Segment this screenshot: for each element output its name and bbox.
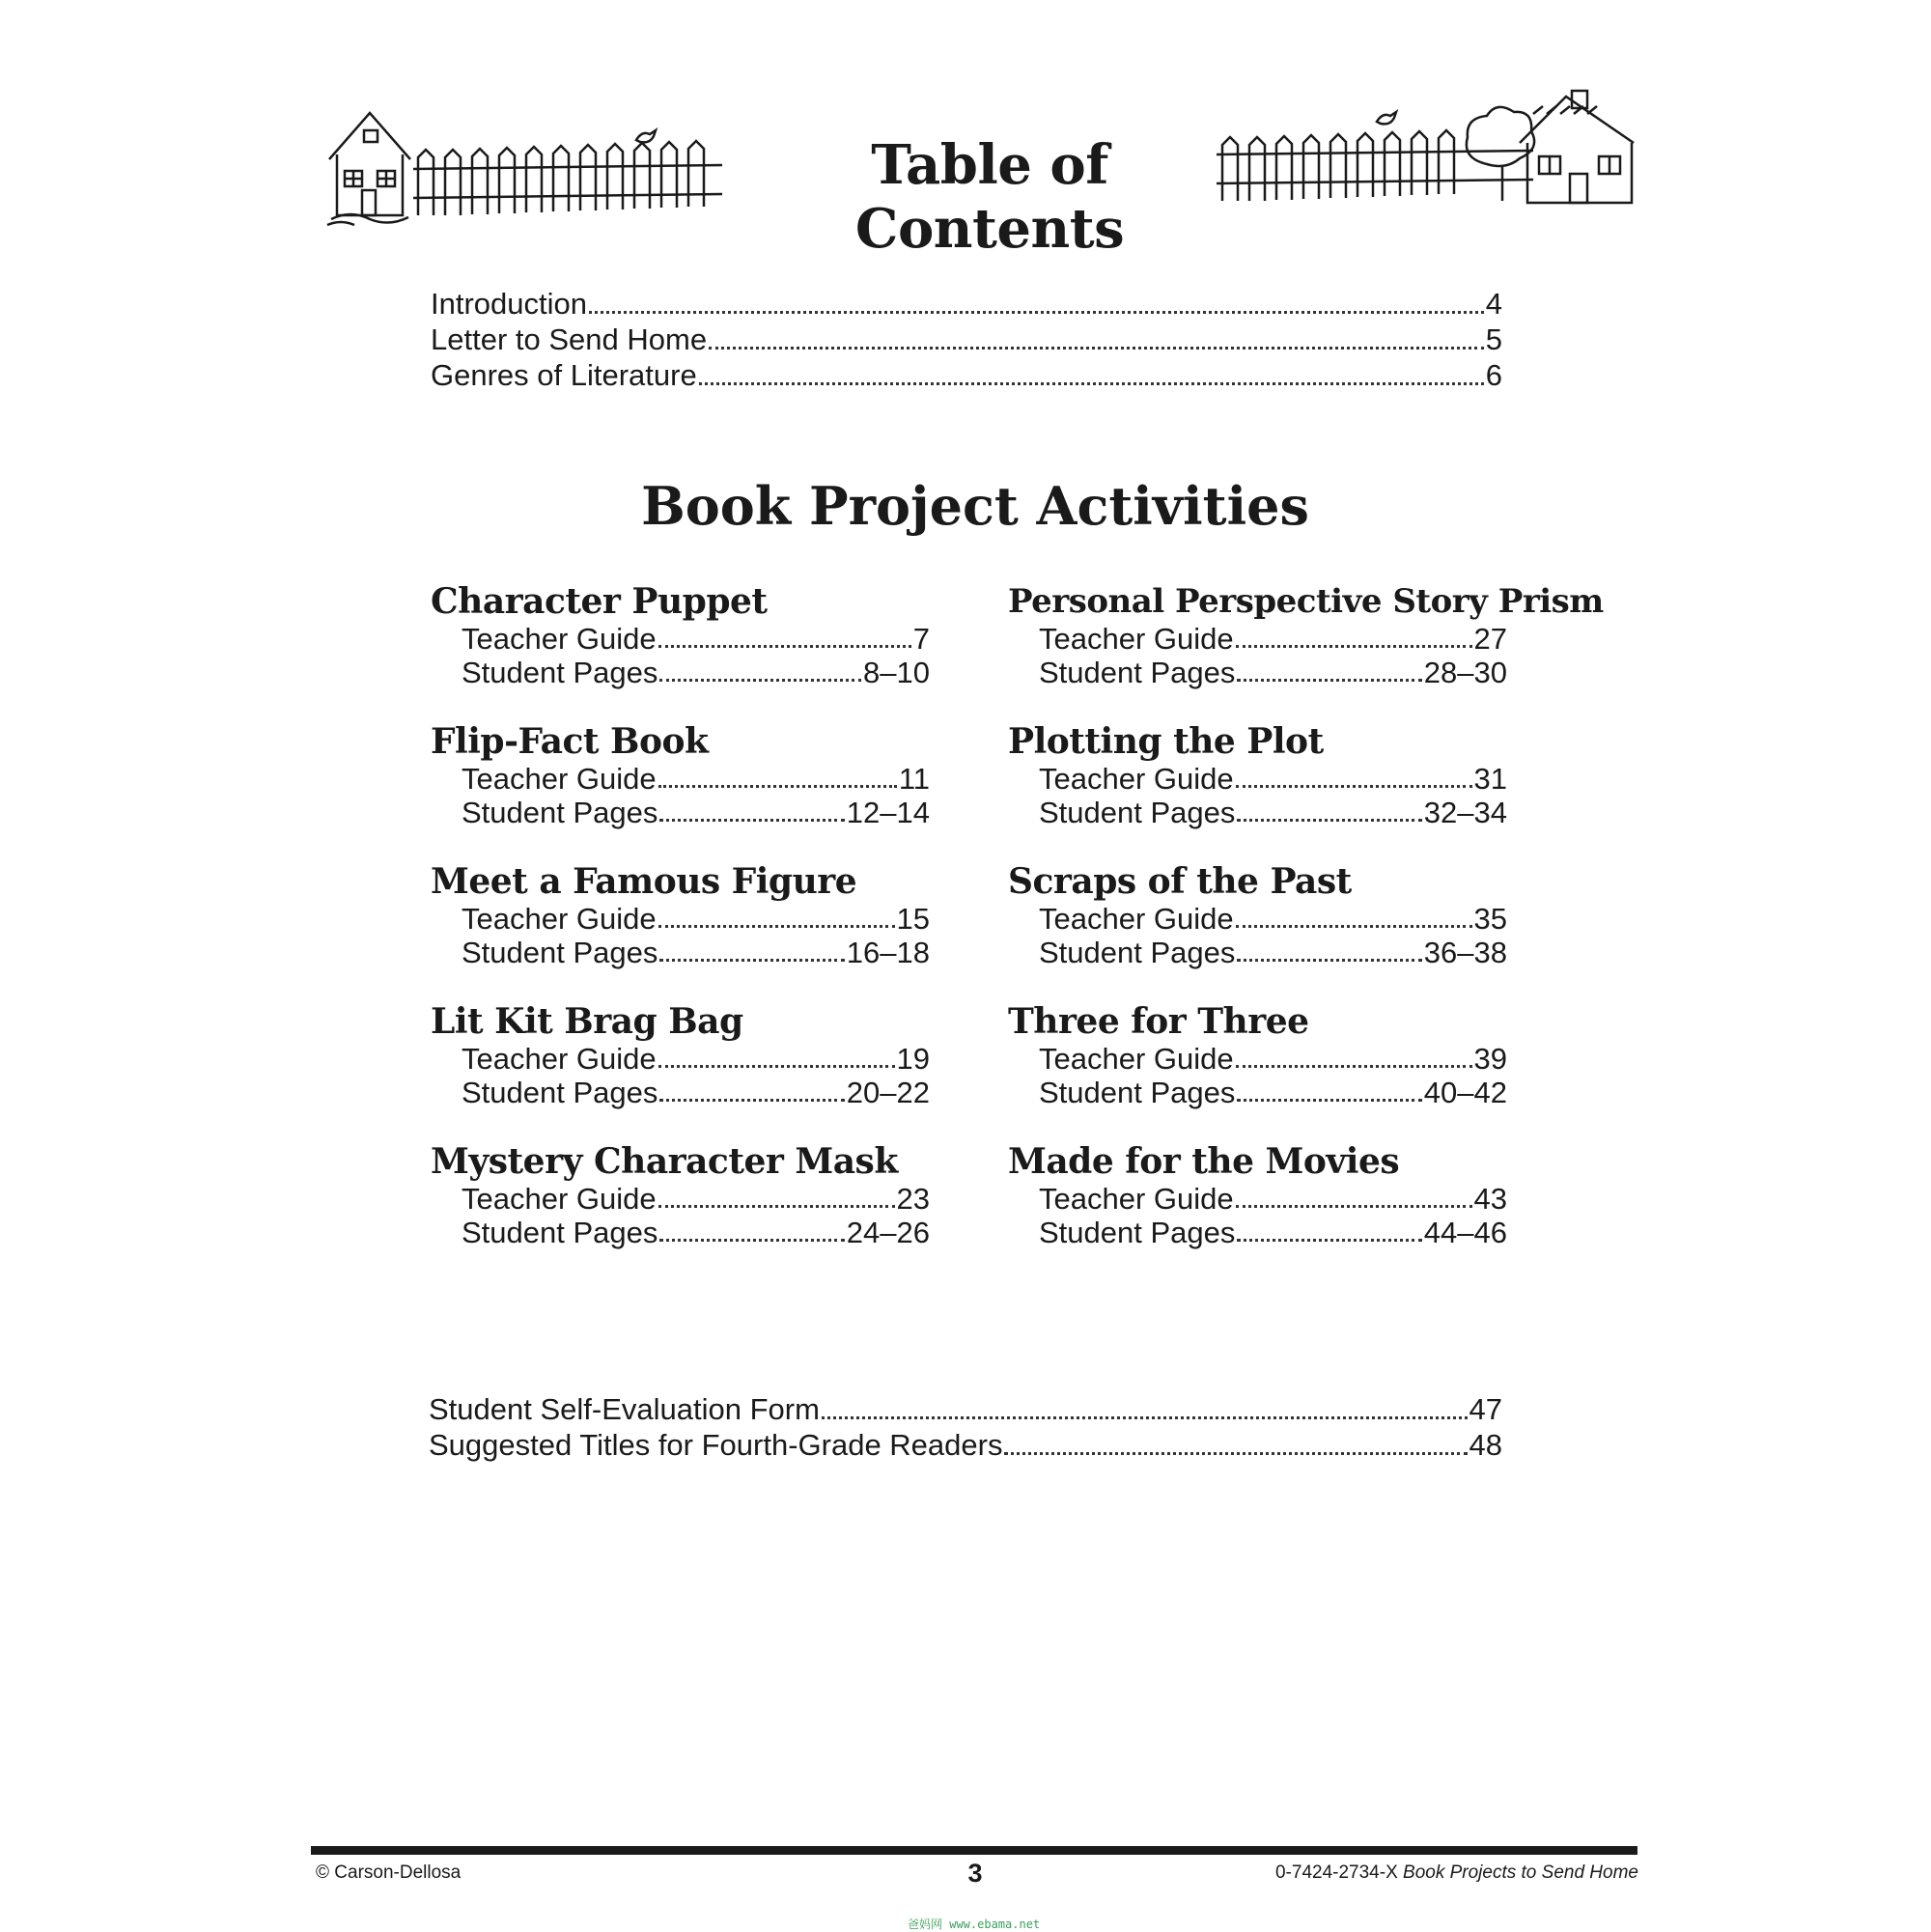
student-pages-entry[interactable] [1039,1216,1507,1249]
activity-title: Plotting the Plot [1008,721,1324,762]
house-fence-illustration-right [1215,87,1639,217]
isbn: 0-7424-2734-X [1274,1862,1398,1883]
teacher-guide-entry[interactable] [1039,622,1507,656]
dot-leader [1237,1239,1421,1242]
teacher-guide-entry[interactable] [1039,1042,1507,1076]
entry-page: 44–46 [1423,1216,1507,1249]
activity-title: Meet a Famous Figure [431,861,857,902]
dot-leader [1236,925,1472,928]
entry-label: Student Pages [1039,1216,1236,1249]
teacher-guide-entry[interactable] [462,622,930,656]
entry-label: Student Pages [1039,1076,1236,1109]
dot-leader [658,645,911,648]
entry-page: 40–42 [1423,1076,1507,1109]
teacher-guide-entry[interactable] [1039,762,1507,796]
activity-block [431,1001,928,1109]
toc-entry-label: Letter to Send Home [431,322,708,356]
student-pages-entry[interactable] [1039,656,1507,689]
student-pages-entry[interactable] [462,796,930,829]
entry-page: 27 [1473,622,1507,656]
watermark: 爸妈网 www.ebama.net [908,1918,1041,1931]
activity-title: Character Puppet [431,581,768,622]
toc-entry-letter[interactable] [431,322,1502,357]
dot-leader [659,1239,844,1242]
student-pages-entry[interactable] [1039,936,1507,969]
intro-toc-list [431,286,1502,393]
footer-rule [311,1846,1637,1855]
toc-entry-self-evaluation[interactable] [429,1391,1502,1427]
dot-leader [1237,959,1421,962]
activity-block [431,581,928,689]
toc-entry-introduction[interactable] [431,286,1502,322]
entry-page: 8–10 [863,656,930,689]
dot-leader [589,311,1484,314]
entry-label: Student Pages [462,1216,658,1249]
dot-leader [659,679,861,682]
entry-page: 28–30 [1423,656,1507,689]
dot-leader [822,1416,1468,1419]
dot-leader [1004,1452,1467,1455]
activity-title: Mystery Character Mask [431,1141,898,1182]
dot-leader [699,382,1484,385]
activity-block [1008,1141,1505,1249]
toc-entry-label: Student Self-Evaluation Form [429,1392,820,1426]
section-title: Book Project Activities [641,475,1309,537]
toc-entry-page: 48 [1469,1428,1502,1462]
toc-entry-genres[interactable] [431,357,1502,393]
activity-block [431,721,928,829]
teacher-guide-entry[interactable] [462,1042,930,1076]
student-pages-entry[interactable] [462,1076,930,1109]
dot-leader [659,819,844,822]
student-pages-entry[interactable] [462,1216,930,1249]
entry-page: 43 [1473,1182,1507,1216]
toc-entry-suggested-titles[interactable] [429,1427,1502,1463]
entry-page: 39 [1473,1042,1507,1076]
dot-leader [659,1099,844,1102]
entry-label: Teacher Guide [1039,762,1234,796]
dot-leader [1236,785,1472,788]
entry-label: Student Pages [462,936,658,969]
book-identifier [1275,1862,1638,1884]
dot-leader [658,925,895,928]
entry-label: Student Pages [1039,656,1236,689]
toc-entry-label: Genres of Literature [431,358,697,392]
entry-label: Teacher Guide [1039,1182,1234,1216]
student-pages-entry[interactable] [1039,1076,1507,1109]
house-fence-illustration-left [322,101,727,232]
activity-title: Flip-Fact Book [431,721,709,762]
activity-title: Scraps of the Past [1008,861,1352,902]
toc-entry-label: Suggested Titles for Fourth-Grade Readers [429,1428,1003,1462]
entry-page: 16–18 [846,936,930,969]
dot-leader [659,959,844,962]
entry-label: Teacher Guide [1039,902,1234,936]
entry-page: 11 [898,762,930,796]
toc-entry-page: 4 [1485,287,1502,321]
entry-label: Student Pages [1039,796,1236,829]
activity-block [431,861,928,969]
entry-page: 24–26 [846,1216,930,1249]
entry-page: 12–14 [846,796,930,829]
activity-block [1008,1001,1505,1109]
toc-entry-label: Introduction [431,287,587,321]
toc-entry-page: 47 [1469,1392,1502,1426]
activity-title: Made for the Movies [1008,1141,1400,1182]
entry-label: Student Pages [462,796,658,829]
entry-label: Teacher Guide [462,1182,657,1216]
teacher-guide-entry[interactable] [462,762,930,796]
dot-leader [658,785,897,788]
entry-label: Teacher Guide [462,622,657,656]
book-title: Book Projects to Send Home [1403,1862,1638,1883]
entry-page: 7 [912,622,930,656]
teacher-guide-entry[interactable] [462,1182,930,1216]
entry-page: 15 [896,902,930,936]
activity-block [431,1141,928,1249]
student-pages-entry[interactable] [1039,796,1507,829]
activity-block [1008,721,1505,829]
entry-page: 36–38 [1423,936,1507,969]
dot-leader [1236,1205,1472,1208]
activity-title: Three for Three [1008,1001,1309,1042]
dot-leader [1237,1099,1421,1102]
dot-leader [1236,1065,1472,1068]
end-toc-list [429,1391,1502,1463]
teacher-guide-entry[interactable] [462,902,930,936]
student-pages-entry[interactable] [462,936,930,969]
toc-entry-page: 5 [1485,322,1502,356]
entry-page: 32–34 [1423,796,1507,829]
entry-label: Teacher Guide [1039,1042,1234,1076]
entry-label: Teacher Guide [462,1042,657,1076]
dot-leader [1237,679,1421,682]
entry-page: 20–22 [846,1076,930,1109]
activity-block [1008,581,1604,689]
entry-page: 35 [1473,902,1507,936]
dot-leader [658,1065,895,1068]
dot-leader [1236,645,1472,648]
entry-label: Student Pages [462,656,658,689]
entry-page: 23 [896,1182,930,1216]
teacher-guide-entry[interactable] [1039,902,1507,936]
entry-label: Teacher Guide [462,902,657,936]
page-title: Table of Contents [854,133,1125,261]
toc-entry-page: 6 [1485,358,1502,392]
entry-label: Student Pages [462,1076,658,1109]
entry-label: Student Pages [1039,936,1236,969]
activity-title: Personal Perspective Story Prism [1008,582,1604,621]
page-number: 3 [967,1859,983,1888]
dot-leader [1237,819,1421,822]
activity-block [1008,861,1505,969]
copyright: © Carson-Dellosa [316,1862,462,1883]
entry-label: Teacher Guide [462,762,657,796]
student-pages-entry[interactable] [462,656,930,689]
dot-leader [658,1205,895,1208]
entry-label: Teacher Guide [1039,622,1234,656]
entry-page: 31 [1473,762,1507,796]
entry-page: 19 [896,1042,930,1076]
activity-title: Lit Kit Brag Bag [431,1001,743,1042]
dot-leader [709,347,1484,350]
teacher-guide-entry[interactable] [1039,1182,1507,1216]
